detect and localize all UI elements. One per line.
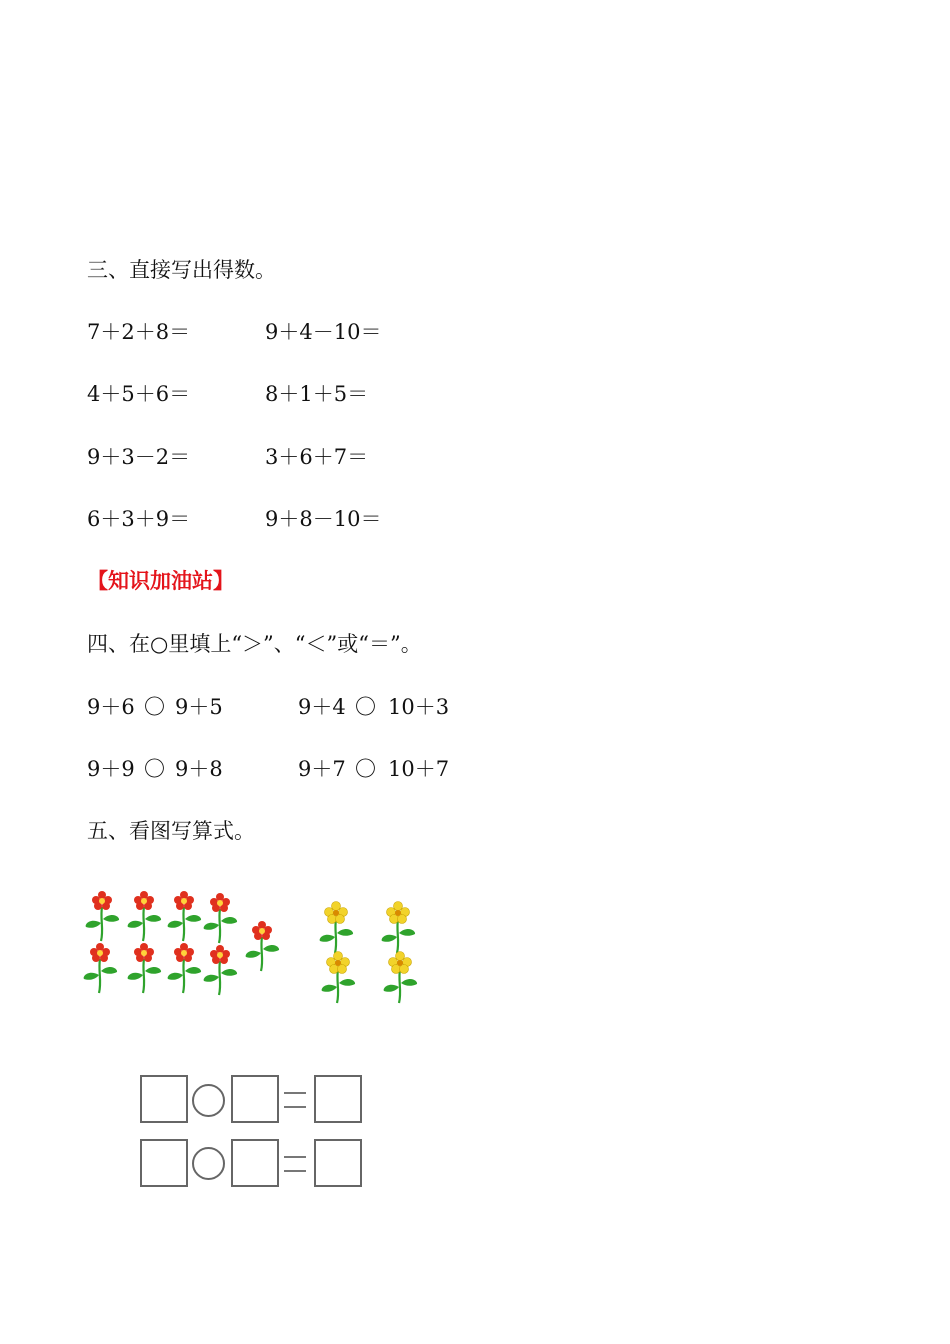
operator-circle[interactable] bbox=[192, 1147, 225, 1180]
equals-sign bbox=[284, 1092, 306, 1108]
equals-sign bbox=[284, 1156, 306, 1172]
compare-circle[interactable]: 〇 bbox=[355, 757, 376, 781]
flower-picture bbox=[80, 885, 440, 1005]
operator-circle[interactable] bbox=[192, 1084, 225, 1117]
compare-circle[interactable]: 〇 bbox=[144, 757, 165, 781]
red-flower-group bbox=[84, 891, 279, 995]
knowledge-tip-label: 【知识加油站】 bbox=[87, 569, 234, 593]
expr-3-1-a: 7＋2＋8＝ bbox=[87, 320, 191, 344]
answer-box[interactable] bbox=[231, 1139, 279, 1187]
compare-circle[interactable]: 〇 bbox=[144, 695, 165, 719]
compare-1-2-right: 10＋3 bbox=[388, 695, 450, 719]
section-4-title: 四、在○里填上“＞”、“＜”或“＝”。 bbox=[87, 632, 422, 656]
compare-2-2-left: 9＋7 bbox=[298, 757, 346, 781]
compare-2-1-left: 9＋9 bbox=[87, 757, 135, 781]
compare-circle[interactable]: 〇 bbox=[355, 695, 376, 719]
answer-box[interactable] bbox=[314, 1139, 362, 1187]
yellow-flower-group bbox=[320, 902, 417, 1004]
expr-3-4-a: 6＋3＋9＝ bbox=[87, 507, 191, 531]
compare-2-1-right: 9＋8 bbox=[175, 757, 223, 781]
expr-3-3-b: 3＋6＋7＝ bbox=[265, 445, 369, 469]
answer-box[interactable] bbox=[140, 1139, 188, 1187]
section-5-title: 五、看图写算式。 bbox=[87, 819, 255, 843]
compare-1-1-right: 9＋5 bbox=[175, 695, 223, 719]
compare-1-2-left: 9＋4 bbox=[298, 695, 346, 719]
section-3-title: 三、直接写出得数。 bbox=[87, 258, 276, 282]
expr-3-2-a: 4＋5＋6＝ bbox=[87, 382, 191, 406]
compare-1-1-left: 9＋6 bbox=[87, 695, 135, 719]
answer-box[interactable] bbox=[140, 1075, 188, 1123]
answer-box[interactable] bbox=[314, 1075, 362, 1123]
expr-3-1-b: 9＋4－10＝ bbox=[265, 320, 382, 344]
expr-3-4-b: 9＋8－10＝ bbox=[265, 507, 382, 531]
expr-3-2-b: 8＋1＋5＝ bbox=[265, 382, 369, 406]
answer-box[interactable] bbox=[231, 1075, 279, 1123]
compare-2-2-right: 10＋7 bbox=[388, 757, 450, 781]
expr-3-3-a: 9＋3－2＝ bbox=[87, 445, 191, 469]
